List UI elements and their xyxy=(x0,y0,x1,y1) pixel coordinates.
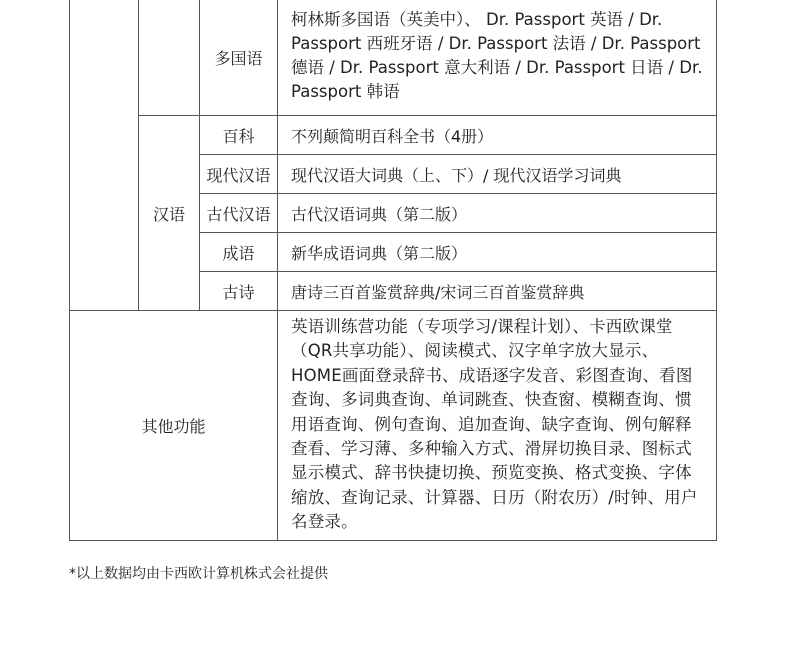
other-features-row xyxy=(70,311,717,541)
chinese-row-label: 古诗 xyxy=(200,272,278,311)
chinese-row-label: 现代汉语 xyxy=(200,155,278,194)
chinese-group-label: 汉语 xyxy=(139,116,200,311)
category-cell-blank xyxy=(70,0,139,311)
spec-table xyxy=(69,0,717,541)
multilang-label: 多国语 xyxy=(200,0,278,116)
chinese-row-value: 不列颠简明百科全书（4册） xyxy=(278,116,717,155)
subcategory-cell-blank xyxy=(139,0,200,116)
chinese-row-value: 新华成语词典（第二版） xyxy=(278,233,717,272)
chinese-row-value: 现代汉语大词典（上、下）/ 现代汉语学习词典 xyxy=(278,155,717,194)
footnote: *以上数据均由卡西欧计算机株式会社提供 xyxy=(69,566,328,582)
other-features-value: 英语训练营功能（专项学习/课程计划）、卡西欧课堂（QR共享功能）、阅读模式、汉字单字放大显示、HOME画面登录辞书、成语逐字发音、彩图查询、看图查询、多词典查询、单词跳查、快查窗、模糊查询、惯用语查询、例句查询、追加查询、缺字查询、例句解释查看、学习薄、多种输入方式、滑屏切换目录、图标式显示模式、辞书快捷切换、预览变换、格式变换、字体缩放、查询记录、计算器、日历（附农历）/时钟、用户名登录。 xyxy=(278,311,717,541)
other-features-label: 其他功能 xyxy=(70,311,278,541)
chinese-row-label: 古代汉语 xyxy=(200,194,278,233)
multilang-value: 柯林斯多国语（英美中）、 Dr. Passport 英语 / Dr. Passport 西班牙语 / Dr. Passport 法语 / Dr. Passport 德语 / Dr. Passport 意大利语 / Dr. Passport 日语 / Dr. Passport 韩语 xyxy=(278,0,717,116)
chinese-row-value: 唐诗三百首鉴赏辞典/宋词三百首鉴赏辞典 xyxy=(278,272,717,311)
chinese-row-encyclopedia xyxy=(70,116,717,155)
chinese-row-value: 古代汉语词典（第二版） xyxy=(278,194,717,233)
chinese-row-label: 百科 xyxy=(200,116,278,155)
chinese-row-label: 成语 xyxy=(200,233,278,272)
multilang-row xyxy=(70,0,717,116)
